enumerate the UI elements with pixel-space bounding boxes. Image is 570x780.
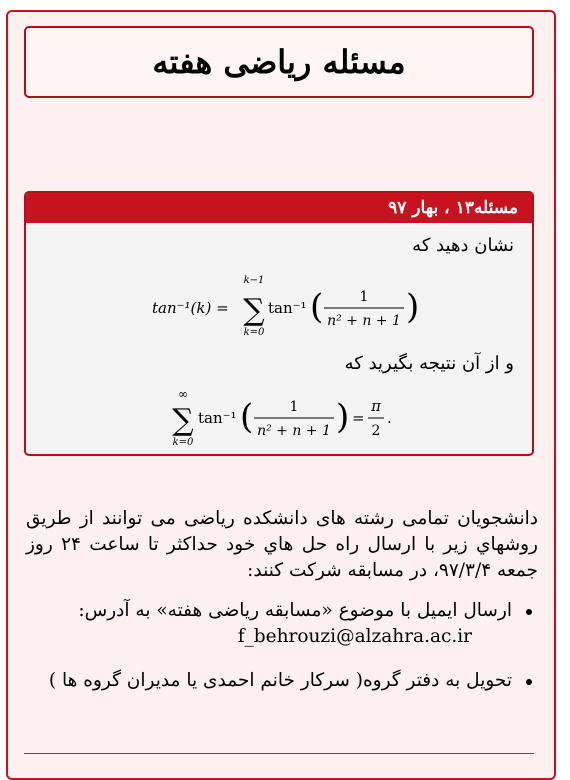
formula1-sigma: ∑ bbox=[243, 293, 265, 328]
formula2-sigma: ∑ bbox=[172, 403, 194, 438]
problem-box bbox=[24, 191, 534, 456]
formula-2 bbox=[26, 387, 532, 453]
page-title: مسئله ریاضی هفته bbox=[152, 43, 406, 81]
submission-methods-list bbox=[26, 598, 538, 694]
formula2-rhs-numerator: π bbox=[371, 397, 381, 415]
formula2-term: tan⁻¹ bbox=[198, 409, 237, 427]
email-label: ارسال ایمیل با موضوع «مسابقه ریاضی هفته» به آدرس: bbox=[78, 600, 512, 621]
formula1-numerator: 1 bbox=[359, 289, 369, 305]
formula1-rparen: ) bbox=[406, 287, 420, 327]
list-item-email bbox=[26, 598, 538, 650]
formula1-denominator: n² + n + 1 bbox=[327, 313, 401, 329]
formula2-denominator: n² + n + 1 bbox=[257, 423, 331, 439]
formula2-equals: = bbox=[352, 409, 365, 427]
email-address[interactable]: f_behrouzi@alzahra.ac.ir bbox=[237, 626, 472, 647]
office-delivery: تحویل به دفتر گروه( سرکار خانم احمدی یا مدیران گروه ها ) bbox=[48, 670, 512, 691]
formula1-sum-upper: k−1 bbox=[243, 275, 265, 286]
title-box bbox=[24, 26, 534, 98]
formula2-sum-lower: k=0 bbox=[172, 437, 194, 448]
bullet-dot bbox=[526, 679, 532, 685]
list-item-office bbox=[26, 668, 538, 694]
formula1-sum-lower: k=0 bbox=[243, 327, 265, 338]
formula1-lhs: tan⁻¹(k) = bbox=[152, 299, 229, 317]
bullet-dot bbox=[526, 609, 532, 615]
bottom-rule bbox=[24, 753, 534, 754]
formula2-lparen: ( bbox=[240, 397, 254, 437]
formula2-numerator: 1 bbox=[289, 399, 299, 415]
formula2-sum-upper: ∞ bbox=[178, 387, 188, 401]
problem-conclude: و از آن نتیجه بگیرید که bbox=[344, 353, 514, 374]
formula2-rparen: ) bbox=[336, 397, 350, 437]
formula2-trailing: . bbox=[387, 409, 392, 427]
formula2-rhs-denominator: 2 bbox=[371, 423, 381, 439]
formula-1 bbox=[26, 271, 532, 341]
problem-intro: نشان دهید که bbox=[412, 235, 514, 256]
formula1-term: tan⁻¹ bbox=[268, 299, 307, 317]
problem-header: مسئله۱۳ ، بهار ۹۷ bbox=[26, 193, 532, 223]
participation-paragraph: دانشجویان تمامی رشته های دانشکده ریاضی می توانند از طریق روشهاي زير با ارسال راه حل هاي خود حداکثر تا ساعت ۲۴ روز جمعه ۹۷/۳/۴، در مسابقه شرکت کنند: bbox=[26, 508, 538, 581]
formula1-lparen: ( bbox=[310, 287, 324, 327]
